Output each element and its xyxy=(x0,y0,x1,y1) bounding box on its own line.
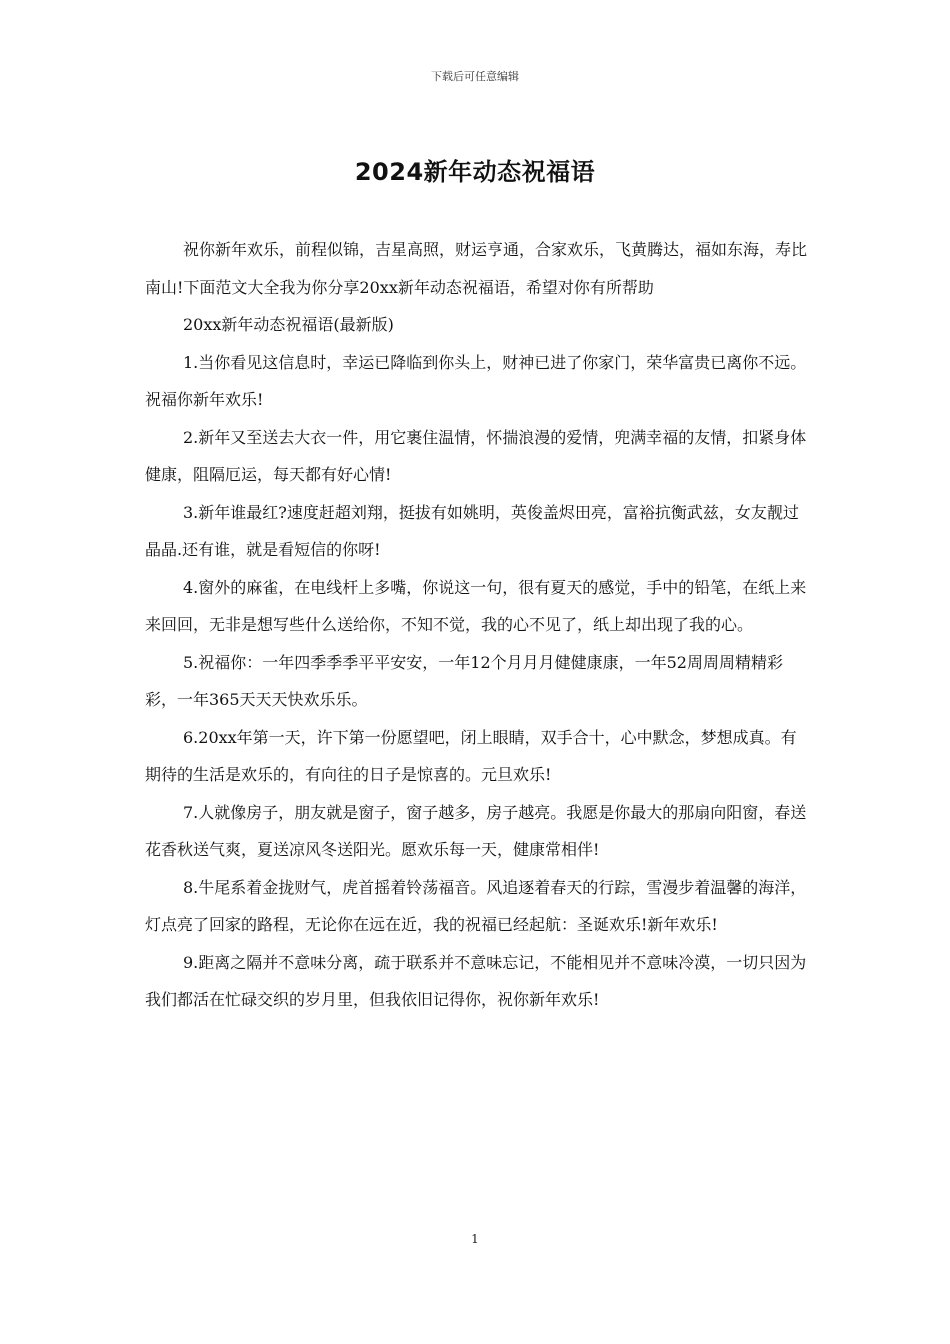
list-item: 9.距离之隔并不意味分离，疏于联系并不意味忘记，不能相见并不意味冷漠，一切只因为我们都活在忙碌交织的岁月里，但我依旧记得你，祝你新年欢乐! xyxy=(145,952,807,1009)
list-item: 6.20xx年第一天，许下第一份愿望吧，闭上眼睛，双手合十，心中默念，梦想成真。有期待的生活是欢乐的，有向往的日子是惊喜的。元旦欢乐! xyxy=(145,727,797,784)
intro-paragraph: 祝你新年欢乐，前程似锦，吉星高照，财运亨通，合家欢乐，飞黄腾达，福如东海，寿比南山!下面范文大全我为你分享20xx新年动态祝福语，希望对你有所帮助 xyxy=(145,240,808,297)
document-body xyxy=(145,231,810,1019)
list-item: 8.牛尾系着金拢财气，虎首摇着铃荡福音。风追逐着春天的行踪，雪漫步着温馨的海洋，灯点亮了回家的路程，无论你在远在近，我的祝福已经起航：圣诞欢乐!新年欢乐! xyxy=(145,877,807,934)
header-note: 下载后可任意编辑 xyxy=(431,70,519,83)
list-item: 3.新年谁最红?速度赶超刘翔，挺拔有如姚明，英俊盖烬田亮，富裕抗衡武兹，女友靓过晶晶.还有谁，就是看短信的你呀! xyxy=(145,502,799,559)
page-title: 2024新年动态祝福语 xyxy=(354,158,596,186)
list-item: 2.新年又至送去大衣一件，用它裹住温情，怀揣浪漫的爱情，兜满幸福的友情，扣紧身体健康，阻隔厄运，每天都有好心情! xyxy=(145,427,807,484)
section-subtitle: 20xx新年动态祝福语(最新版) xyxy=(183,315,394,334)
page-number: 1 xyxy=(471,1232,479,1246)
list-item: 5.祝福你：一年四季季季平平安安，一年12个月月月健健康康，一年52周周周精精彩彩，一年365天天天快欢乐乐。 xyxy=(145,652,783,709)
list-item: 4.窗外的麻雀，在电线杆上多嘴，你说这一句，很有夏天的感觉，手中的铅笔，在纸上来来回回，无非是想写些什么送给你，不知不觉，我的心不见了，纸上却出现了我的心。 xyxy=(145,577,807,634)
list-item: 1.当你看见这信息时，幸运已降临到你头上，财神已进了你家门，荣华富贵已离你不远。祝福你新年欢乐! xyxy=(145,352,807,409)
list-item: 7.人就像房子，朋友就是窗子，窗子越多，房子越亮。我愿是你最大的那扇向阳窗，春送花香秋送气爽，夏送凉风冬送阳光。愿欢乐每一天，健康常相伴! xyxy=(145,802,807,859)
